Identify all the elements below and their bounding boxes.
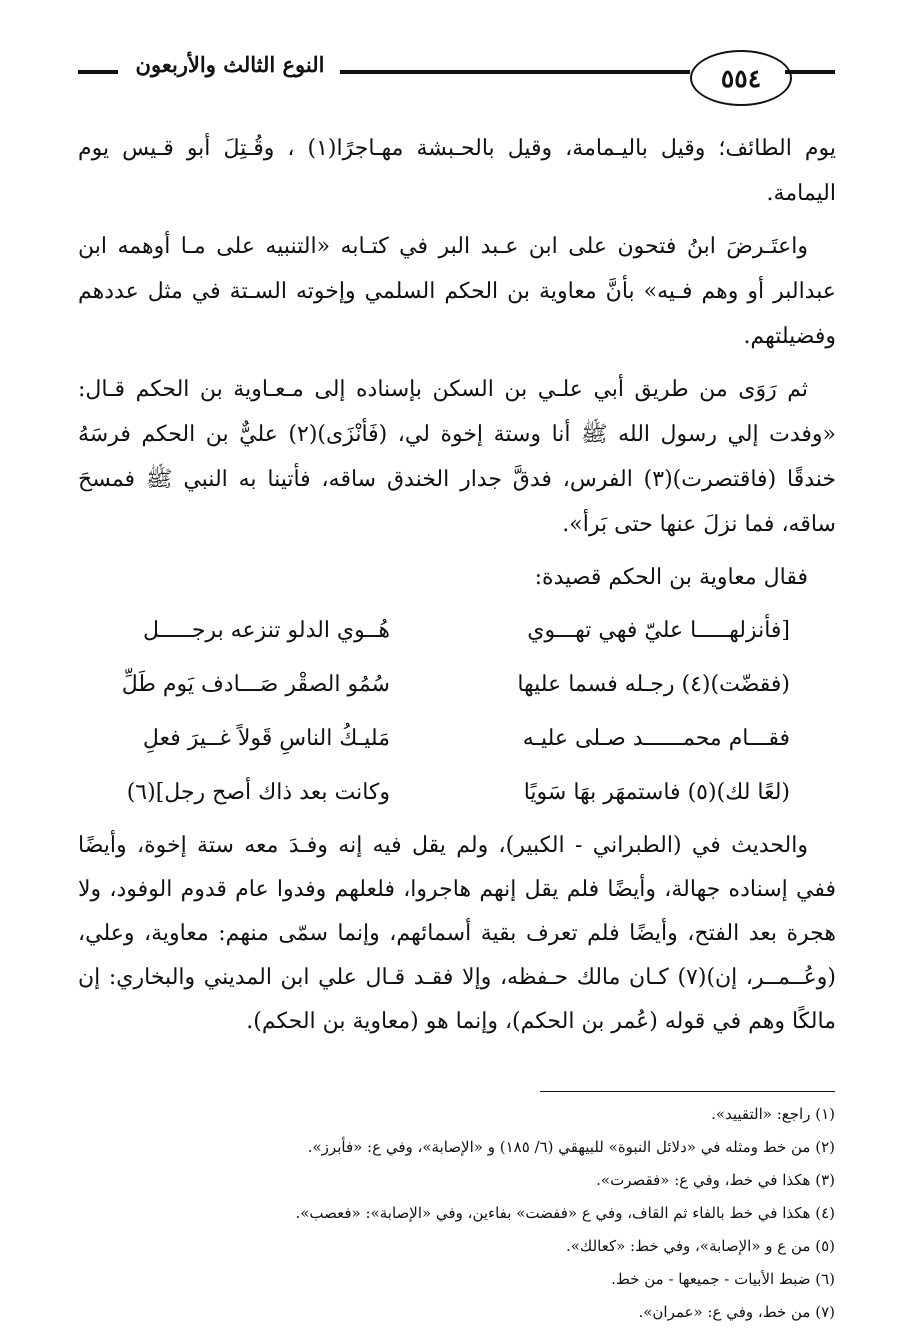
verse-first-half: (فقضّت)(٤) رجـله فسما عليها [517,672,790,697]
verse-first-half: فقـــام محمــــــد صـلى عليـه [522,726,790,751]
header-rule-right [785,70,835,74]
closing-text [78,824,836,1044]
footnote: (٧) من خط، وفي ع: «عمران». [638,1303,835,1321]
footnote: (٥) من ع و «الإصابة»، وفي خط: «كعالك». [565,1237,835,1255]
paragraph: والحديث في (الطبراني - الكبير)، ولم يقل فيه إنه وفـدَ معه ستة إخوة، وأيضًا ففي إسناده جهالة، وأيضًا فلم يقل إنهم هاجروا، فلعلهم وفدوا عام قدوم الوفود، ولا هجرة بعد الفتح، وأيضًا فلم تعرف بقية أسمائهم، وإنما سمّى منهم: معاوية، وعلي، (وعُــمــر، إن)(٧) كـان مالك حـفظه، وإلا فقـد قـال علي ابن المديني والبخاري: إن مالكًا وهم في قوله (عُمر بن الحكم)، وإنما هو (معاوية بن الحكم). [78,833,836,1034]
footnote: (٦) ضبط الأبيات - جميعها - من خط. [611,1270,835,1288]
verse-first-half: (لعًا لك)(٥) فاستمهَر بهَا سَويًا [523,780,790,805]
footnote: (٢) من خط ومثله في «دلائل النبوة» للبيهقي (٦/ ١٨٥) و «الإصابة»، وفي ع: «فأبرز». [307,1138,835,1156]
footnote: (١) راجع: «التقييد». [711,1105,835,1123]
verse-second-half: مَليـكُ الناسِ قَولاً غــيرَ فعلِ [142,726,390,751]
paragraph: ثم رَوَى من طريق أبي علـي بن السكن بإسناده إلى مـعـاوية بن الحكم قـال: «وفدت إلي رسول الله ﷺ أنا وستة إخوة لي، (فَأنْزَى)(٢) عليٌّ بن الحكم فرسَهُ خندقًا (فاقتصرت)(٣) الفرس، فدقَّ جدار الخندق ساقه، فأتينا به النبي ﷺ فمسحَ ساقه، فما نزلَ عنها حتى بَرأ». [78,377,837,537]
poem-intro: فقال معاوية بن الحكم قصيدة: [534,565,808,590]
verse-first-half: [فأنزلهـــــا عليّ فهي تهـــوي [527,618,790,643]
page-number: ٥٥٤ [720,63,762,93]
main-text [78,126,836,608]
footnote: (٤) هكذا في خط بالفاء ثم القاف، وفي ع «ففضت» بفاءين، وفي «الإصابة»: «فعصب». [295,1204,835,1222]
page-header [70,44,840,106]
chapter-title: النوع الثالث والأربعون [135,52,325,77]
paragraph: واعتَـرضَ ابنُ فتحون على ابن عـبد البر في كتـابه «التنبيه على مـا أوهمه ابن عبدالبر أو وهم فـيه» بأنَّ معاوية بن الحكم السلمي وإخوته السـتة في مثل عددهم وفضيلتهم. [78,234,836,349]
verse-second-half: هُــوي الدلو تنزعه برجـــــل [142,618,390,643]
footnote: (٣) هكذا في خط، وفي ع: «فقصرت». [596,1171,835,1189]
header-rule-left [78,70,118,74]
verse-second-half: سُمُو الصقْر صَـــادف يَوم طَلِّ [121,672,390,697]
poem-verse [90,604,790,658]
poem-verse [90,766,790,820]
header-rule-middle [340,70,690,74]
page-number-oval [690,50,792,106]
poem-verse [90,658,790,712]
poem-verse [90,712,790,766]
verse-second-half: وكانت بعد ذاك أصح رجل](٦) [126,780,390,805]
footnotes [100,1098,835,1329]
poem [90,604,790,820]
paragraph: يوم الطائف؛ وقيل باليـمامة، وقيل بالحـبشة مهـاجرًا(١) ، وقُـتِلَ أبو قـيس يوم اليمامة. [78,136,836,206]
footnote-separator [540,1091,835,1092]
